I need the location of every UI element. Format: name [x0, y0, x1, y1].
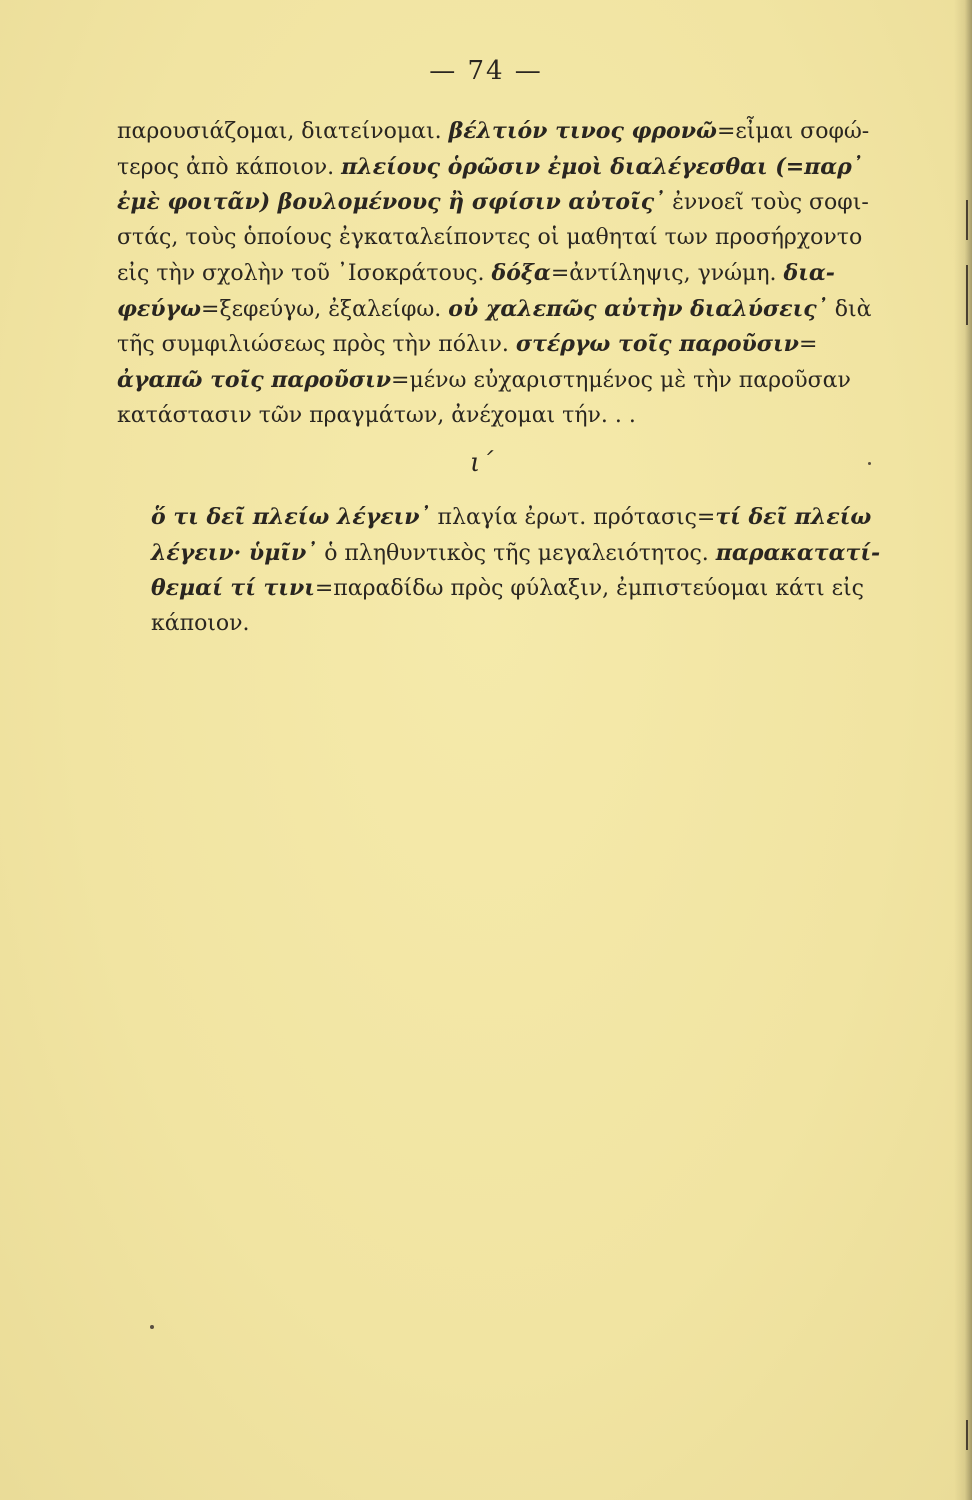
gloss-text: κάποιον. — [151, 611, 250, 637]
gloss-text: διὰ — [827, 296, 872, 322]
gloss-text: παρουσιάζομαι, διατείνομαι. — [117, 119, 449, 144]
section-numeral: ι´ — [470, 448, 494, 478]
headword: φεύγω — [117, 295, 202, 322]
headword: ἀγαπῶ τοῖς παροῦσιν — [117, 366, 392, 393]
gloss-text: πλαγία ἐρωτ. πρότασις= — [430, 505, 716, 530]
gloss-text: τῆς συμφιλιώσεως πρὸς τὴν πόλιν. — [117, 332, 516, 358]
headword: ὅ τι δεῖ πλείω λέγειν᾽ — [151, 504, 431, 530]
gloss-text: =ἀντίληψις, γνώμη. — [550, 260, 784, 286]
gloss-text: =μένω εὐχαριστημένος μὲ τὴν παροῦσαν — [391, 367, 851, 393]
page-edge-shadow — [954, 0, 972, 1500]
text-line — [117, 363, 877, 399]
page-number: — 74 — — [429, 56, 543, 86]
text-line — [117, 327, 877, 363]
headword: βέλτιόν τινος φρονῶ — [448, 118, 717, 144]
headword: τί δεῖ πλείω — [715, 504, 872, 530]
paper-speck — [150, 1325, 154, 1329]
paper-speck — [868, 462, 871, 465]
headword: ἐμὲ φοιτᾶν) βουλομένους ἢ σφίσιν αὐτοῖς᾽ — [117, 189, 666, 216]
paragraph-glossary-2 — [117, 500, 911, 642]
gloss-text: = — [798, 332, 818, 358]
text-line — [117, 292, 877, 328]
gloss-text: ὁ πληθυντικὸς τῆς μεγαλειότητος. — [317, 540, 716, 566]
text-line — [151, 571, 911, 607]
gloss-text: στάς, τοὺς ὁποίους ἐγκαταλείποντες οἱ μαθηταί των προσήρχοντο — [117, 225, 863, 251]
headword: θεμαί τί τινι — [151, 575, 315, 602]
text-line — [117, 114, 877, 150]
headword: λέγειν· ὑμῖν᾽ — [151, 539, 318, 566]
gloss-text: ἐννοεῖ τοὺς σοφι- — [665, 190, 869, 216]
headword: πλείους ὁρῶσιν ἐμοὶ διαλέγεσθαι (=παρ᾿ — [341, 153, 863, 180]
text-line — [117, 256, 877, 292]
edge-mark — [966, 200, 968, 240]
headword: δόξα — [491, 259, 551, 286]
text-line — [151, 607, 911, 642]
headword: παρακατατί- — [715, 539, 881, 566]
text-line — [151, 536, 911, 572]
gloss-text: =παραδίδω πρὸς φύλαξιν, ἐμπιστεύομαι κάτι εἰς — [314, 576, 864, 602]
headword: δια- — [783, 259, 835, 286]
gloss-text: κατάστασιν τῶν πραγμάτων, ἀνέχομαι τήν. . . — [117, 402, 636, 428]
gloss-text: =ξεφεύγω, ἐξαλείφω. — [201, 296, 449, 322]
text-line — [117, 221, 877, 256]
gloss-text: εἰς τὴν σχολὴν τοῦ ᾿Ισοκράτους. — [117, 260, 492, 286]
text-line — [151, 500, 911, 536]
headword: στέργω τοῖς παροῦσιν — [515, 331, 799, 358]
text-line — [117, 399, 877, 434]
edge-mark — [966, 1420, 968, 1450]
gloss-text: =εἶμαι σοφώ- — [716, 119, 870, 144]
text-line — [117, 185, 877, 221]
text-line — [117, 150, 877, 186]
paragraph-glossary-1 — [117, 114, 877, 433]
edge-mark — [966, 265, 968, 325]
gloss-text: τερος ἀπὸ κάποιον. — [117, 154, 342, 180]
headword: οὐ χαλεπῶς αὐτὴν διαλύσεις᾽ — [448, 295, 828, 322]
